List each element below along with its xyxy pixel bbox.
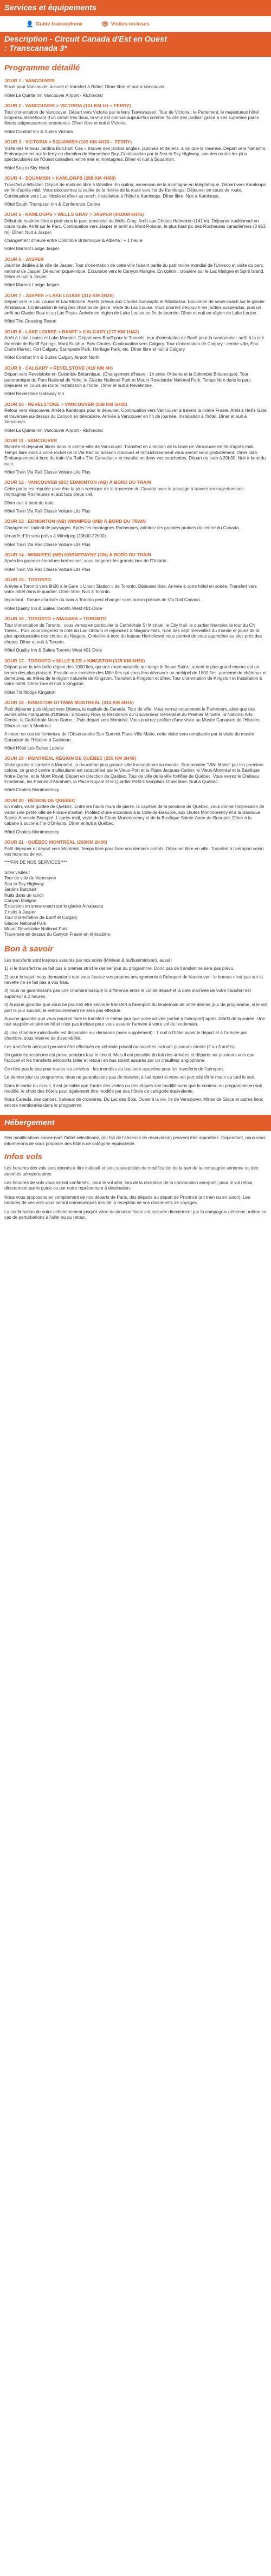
good-to-know-title: Bon à savoir — [4, 944, 54, 954]
site-item: Excursion en snow-coach sur le glacier Athabasca — [4, 904, 104, 909]
day-title: JOUR 20 - RÉGION DE QUÉBEC — [4, 797, 75, 803]
day-paragraph: Hôtel South Thompson Inn & Conference Centre — [4, 201, 100, 207]
day-paragraph: Retour vers Vancouver. Arrêt à Kamloops pour le déjeuner. Continuation vers Vancouver à travers la rivière Fraser. Arrêt à Hell's Gate et traversée au-dessus du Canyon en télécabine. Arrivée à Vancouver en fin de journée. Installation à l'hôtel. Dîner et nuit à Vancouver. — [4, 408, 267, 425]
day-block — [4, 577, 267, 612]
good-paragraph: 3) nous ne garantissons pas une chambre lorsque la différence entre le vol de départ et la date d'arrivée de votre transfert est supérieur à 2 heures. — [4, 988, 251, 999]
day-title: JOUR 9 - CALGARY > REVELSTOKE (410 KM 4H) — [4, 365, 113, 371]
visits-label: Visites incluses — [111, 21, 150, 27]
day-paragraph: Hôtel La Quinta Inn Vancouver Airport - Richmond — [4, 93, 103, 98]
description-bar — [0, 32, 271, 57]
day-paragraph: Début de matinée libre à pied vous le parc provincial de Wells Gray. Arrêt aux Chutes Helmcken (141 m). Déjeuner traditionnel en cours route. Arrêt sur le Parc. Continuation vers Jasper et arrêt au Mont Robson, le plus haut pic des Rocheuses canadiennes (3 953 m). Dîner. Nuit à Jasper. — [4, 218, 266, 235]
infos-paragraph: Les horaires des vols sont donnés à titre indicatif et sont susceptibles de modification de la part de la compagnie aérienne ou des autorités aéroportuaires. — [4, 1166, 259, 1177]
good-paragraph: Les transferts aéroport peuvent être effectués en véhicule privatif ou navettes incluant plusieurs clients (2 ou 3 arrêts). — [4, 1044, 236, 1049]
hebergement-content — [0, 1135, 271, 1147]
good-paragraph: Nous Canada, des canoës, bateaux de croisières, Du Lac des Bois, Ouest à la vie, Ile de Vancouver, Mines de Glace et autres lieux encore mentionnés dans le programme. — [4, 1097, 263, 1108]
day-paragraph: Hôtel Thriftlodge Kingston — [4, 689, 56, 695]
day-block — [4, 552, 267, 573]
day-paragraph: Un arrêt d'1h sera prévu à Winnipeg (20h00-22h00) — [4, 534, 106, 539]
day-paragraph: Tour d'orientation de Vancouver. Départ vers Victoria par le ferry Tsawwassen. Tour de Victoria : le Parlement, le majestueux hôtel Empress. Bénéficiant d'un climat très doux, la ville est connue aujourd'hui comme "la cité des jardins" grâce à ses superbes parcs fleuris soigneusement entretenus. Dîner libre et nuit à Victoria. — [4, 109, 259, 126]
good-paragraph: Dans le cadre du circuit, il est possible que l'ordre des visites ou des étapes soit modifié sans que le contenu du programme en soit modifié, le choix des hôtels peut également être modifié par des hôtels de catégorie équivalente. — [4, 1083, 262, 1094]
day-block — [4, 257, 267, 288]
day-paragraph: Hôtel Train Via Rail Classe Voiture-Lits Plus — [4, 542, 91, 547]
day-title: JOUR 1 - VANCOUVER — [4, 78, 55, 83]
day-title: JOUR 4 - SQUAMISH > KAMLOOPS (299 KM 4H00) — [4, 175, 116, 181]
day-title: JOUR 18 - KINGSTON OTTAWA MONTREAL (314 KM 4H15) — [4, 700, 134, 706]
day-title: JOUR 17 - TORONTO > MILLE ILES > KINGSTON (325 KM 3H50) — [4, 658, 145, 663]
day-paragraph: Hôtel The Crossing Resort — [4, 319, 57, 324]
day-block — [4, 658, 267, 695]
good-paragraph: 4) Une chambre individuelle est disponible sur demande (avec supplément) : 1 nuit à l'hôtel avant le départ et à l'arrivée par chambre, sous réserve de disponibilité. — [4, 1030, 247, 1041]
day-block — [4, 103, 267, 135]
day-block — [4, 365, 267, 397]
day-title: JOUR 21 - QUÉBEC MONTRÉAL (250KM 2H30) — [4, 839, 107, 845]
day-paragraph: Cette partie est réputée pour être la plus scénique de la traversée du Canada avec le passage à travers les majestueuses montagnes Rocheuses et aux lacs bleus ciel. — [4, 486, 244, 497]
day-paragraph: A noter: en cas de fermeture de l'Observatoire Sun Summit Place Ville Marie, cette visite sera remplacée par la visite du musée Canadien de l'Histoire à Gatineau. — [4, 732, 255, 742]
day-paragraph: Hôtel Marmot Lodge Jasper — [4, 282, 60, 288]
day-title: JOUR 13 - EDMONTON (AB) WINNIPEG (MB) À BORD DU TRAIN — [4, 518, 146, 524]
day-paragraph: Hôtel Marmot Lodge Jasper — [4, 246, 60, 252]
sites-list — [0, 870, 271, 938]
guide-label: Guide francophone — [35, 21, 83, 27]
day-title: JOUR 14 - WINNIPEG (MB) HORNEPAYNE (ON) À BORD DU TRAIN — [4, 552, 151, 557]
day-paragraph: Hôtel Train Via Rail Classe Voiture-Lits Plus — [4, 508, 91, 514]
site-item: Tour d'orientation de Banff et Calgary — [4, 915, 78, 921]
good-paragraph: Le dernier jour du programme, nous ne garantissons pas de transfert à l'aéroport si votre vol part très tôt le matin ou tard le soir. — [4, 1075, 255, 1080]
site-item: Jardins Butchart — [4, 887, 37, 892]
day-block — [4, 518, 267, 548]
day-paragraph: Arrêt à Lake Louise et Lake Moraine. Départ vers Banff pour le Tunnels, tour d'orientation de Banff pour la randonnée : arrêt à la cité thermale de Banff Springs, Mont Sulphur. Bow Chutes. Continuation vers Calgary. Tour d'orientation de Calgary : centre-ville, Eau Claire Market, Fort Calgary, Stampede Park, Heritage Park, etc. Dîner libre et nuit à Calgary. — [4, 336, 264, 352]
day-paragraph: Hôtel Comfort Inn & Suites Calgary Airport North — [4, 355, 100, 360]
day-paragraph: Hôtel La Quinta Inn Vancouver Airport - Richmond — [4, 428, 103, 433]
day-paragraph: Visite guidée à l'arrivée à Montréal, la deuxième plus grande ville francophone au monde. Surnommée "Ville Marie" par les premiers colons, ce grand centre multiculturel est caractérisé par le Vieux-Port et la Place Jacques-Cartier, le Vieux-Montréal et la Basilique Notre-Dame, et le Mont Royal. Départ en direction de Québec. Tour de ville de la ville fortifiée de Québec. Vous verrez le Château Frontenac, les Plaines d'Abraham, la Place Royale et le Quartier Petit-Champlain. Dîner libre. Nuit à Québec. — [4, 762, 264, 784]
day-block — [4, 139, 267, 171]
day-title: JOUR 12 - VANCOUVER (BC) EDMONTON (AB) À BORD DU TRAIN — [4, 479, 151, 485]
day-title: JOUR 3 - VICTORIA > SQUAMISH (102 KM 4H30 + FERRY) — [4, 139, 132, 145]
infos-paragraph: Nous vous proposons en complément de nos départs de Paris, des départs au départ de Province (en train ou en avion). Les horaires de ces vols vous seront communiqués lors de la réception de vos documents de voyages. — [4, 1194, 250, 1206]
day-title: JOUR 19 - MONTRÉAL RÉGION DE QUÉBEC (255 KM 3H40) — [4, 755, 136, 761]
day-paragraph: Hôtel Revelstoke Gateway Inn — [4, 391, 64, 397]
day-block — [4, 700, 267, 751]
good-paragraph: Aucune garantie que vous pourrez faire le transfert le même jour que votre arrivée (arrivé à l'aéroport) après 18h00 de la soirée. Une nuit supplémentaire en hôtel n'est pas incluse pour vous assurer l'arrivée à votre vol du lendemain. — [4, 1016, 265, 1027]
description-line2: : Transcanada 3* — [4, 44, 67, 53]
hebergement-paragraph: Des modifications concernant l'hôtel sélectionné, (du fait de l'absence de réservation) peuvent être apportées. Cependant, nous vous informerons de vous proposer des hôtels de catégorie équivalente. — [4, 1135, 266, 1146]
day-paragraph: Journée dédiée à la ville de Jasper. Tour d'orientation de cette ville faisant partie du patrimoine mondial de l'Unesco et visite du parc national de Jasper. Déjeuner pique-nique. Excursion vers le Canyon Maligne. En option : croisière sur le Lac Maligne et Spirit Island. Dîner et nuit à Jasper. — [4, 263, 264, 279]
site-item: Canyon Maligne — [4, 898, 37, 903]
day-paragraph: Hôtel Chalets Montmorency — [4, 829, 60, 834]
day-paragraph: Visite des fameux Jardins Butchart. Ces « trouver des jardins anglais, japonais et italiens, ainsi que la roseraie. Départ vers Nanaimo. Embarquement sur le ferry en direction de Horseshoe Bay. Continuation par la Sea to Sky Highway, une des routes les plus spectaculaires de l'Ouest canadien, entre mer et montagnes. Dîner et nuit à Squamish. — [4, 146, 267, 162]
day-paragraph: Important : l'heure d'arrivée du train à Toronto peut changer sans aucun préavis de Via Rail Canada. — [4, 597, 201, 603]
programme-content — [0, 78, 271, 866]
day-paragraph: Hôtel Hôtel Les Suites Labelle — [4, 745, 64, 751]
day-block — [4, 402, 267, 433]
good-paragraph: Ce n'est pas le cas pour toutes les arrivées - les montées au bus sont assurées pour les transferts de l'aéroport. — [4, 1066, 224, 1072]
day-paragraph: Départ vers le Lac Louise et Lac Moraine. Arrêts prévus aux Chutes Sunwapta et Athabasca. Excursion de snow-coach sur le glacier Athabasca. Continuation le long des champs de glace. Visite du Lac Louise. Vous pourrez découvrir les jardins suspendus, puis un arrêt au Glacier Bow et au Lac Peyto. Arrivée en région de Lake Louise en fin de journée. Dîner et nuit en région de Lake Louise. — [4, 299, 265, 316]
day-block — [4, 329, 267, 361]
day-block — [4, 78, 267, 98]
day-title: JOUR 2 - VANCOUVER > VICTORIA (101 KM 1H + FERRY) — [4, 103, 131, 109]
day-paragraph: Dîner nuit à bord du train. — [4, 500, 55, 505]
day-title: JOUR 16 - TORONTO > NIAGARA > TORONTO — [4, 616, 107, 622]
day-paragraph: Hôtel Comfort Inn & Suites Victoria — [4, 129, 73, 134]
day-paragraph: Hôtel Sea to Sky Hotel — [4, 165, 49, 170]
services-header-bar — [0, 0, 271, 16]
day-paragraph: Changement d'heure entre Colombie Britannique & Alberta : + 1 heure — [4, 238, 143, 243]
good-paragraph: 1) si le transfert ne se fait pas à premier strict le dernier jour du programme. Donc pas de transfert ne sera pas prévu. — [4, 966, 235, 971]
services-list — [0, 16, 271, 31]
programme-title: Programme détaillé — [4, 63, 80, 73]
day-block — [4, 293, 267, 325]
day-block — [4, 755, 267, 793]
site-item: Tour de ville de Vancouver — [4, 876, 56, 881]
day-block — [4, 212, 267, 252]
site-item: Glacier National Park — [4, 921, 47, 926]
day-title: JOUR 7 - JASPER > LAKE LOUISE (312 KM 3H25) — [4, 292, 114, 298]
day-title: JOUR 15 - TORONTO — [4, 577, 51, 583]
day-block — [4, 616, 267, 653]
site-item: Mount Revelstoke National Park — [4, 926, 68, 931]
day-title: JOUR 6 - JASPER — [4, 256, 44, 262]
day-title: JOUR 11 - VANCOUVER — [4, 437, 57, 443]
day-paragraph: Envol pour Vancouver, accueil et transfert à l'hôtel. Dîner libre et nuit à Vancouver. — [4, 84, 166, 90]
site-item: Traversée en dessus du Canyon Fraser en télécabine. — [4, 932, 112, 937]
day-paragraph: Hôtel Quality Inn & Suites Toronto West 401-Dixie — [4, 648, 102, 653]
services-title: Services et équipements — [4, 4, 97, 12]
day-block — [4, 479, 267, 514]
visits-tab — [101, 21, 150, 28]
hebergement-bar — [0, 1115, 271, 1131]
hebergement-title: Hébergement — [4, 1119, 55, 1128]
infos-paragraph: La confirmation de votre acheminement jusqu'à votre destination finale est assurée directement par la compagnie aérienne, même en cas de perturbations à l'aller ou au retour. — [4, 1209, 267, 1220]
description-line1: Description - Circuit Canada d'Est en Ouest — [4, 35, 167, 44]
good-to-know-content — [0, 958, 271, 1109]
good-paragraph: Les transferts sont toujours assurés par nos soins (Minivan & ou/bus/minivan), aussi : — [4, 957, 172, 963]
day-block — [4, 175, 267, 207]
day-paragraph: ****FIN DE NOS SERVICES**** — [4, 860, 67, 865]
day-paragraph: Départ vers Revelstoke en Colombie Britannique. (Changement d'heure : 1h entre l'Alberta et la Colombie Britannique). Tour panoramique du Parc National de Yoho, le Glacier National Park et Mount Revelstoke National Park. Temps libre dans le parc. Déjeuner en cours de route. Installation à l'hôtel. Dîner et nuit à Revelstoke. — [4, 372, 252, 389]
site-item: 2 nuits à Jasper — [4, 909, 36, 915]
site-item: Sea to Sky Highway — [4, 881, 44, 886]
day-paragraph: Hôtel Chalets Montmorency — [4, 787, 60, 793]
guide-icon: 👤 — [26, 21, 34, 28]
day-paragraph: Petit déjeuner puis départ vers Ottawa, la capitale du Canada. Tour de ville. Vous verrez notamment le Parlement, ainsi que des autres sites marquants d'Ottawa : Embassy Row, la Résidence du Gouverneur Général et du Premier Ministre, la National Arts Centre, la Cathédrale Notre-Dame... Puis départ vers Montréal. Vous pourrez profiter d'une visite au Musée Canadien de l'Histoire. Dîner et nuit à Montréal. — [4, 706, 261, 728]
day-title: JOUR 8 - LAKE LOUISE > BANFF > CALGARY (177 KM 1H42) — [4, 328, 139, 334]
day-paragraph: Départ pour la très belle région des 1000 Iles, qui une route naturelle qui longe le fleuve Saint-Laurent le plus grand encore est un terrain des plus plaisant. Ensuite une croisière des Mille Iles qui vous fera découvrir un archipel de 1800 îles, parsemé de châteaux et demeures, au milieu de la région naturelle de Kingston. Transfert à Kingston et dîner. Tour d'orientation de Kingston et Installation à votre hôtel. Dîner libre et nuit à Kingston. — [4, 665, 267, 687]
day-paragraph: Tour d'orientation de Toronto : vous verrez en particulier la Cathédrale St Michael, le City Hall, le quartier financier, la tour du CN Tower... Puis vous longerez la côte du Lac Ontario et rejoindrez à Niagara Falls, l'une des sept merveilles du monde et jouez de la plus spectaculaire des chutes du Niagara. Croisière à bord du bateau Hornblower vous permet de vous approcher au plus près des chutes. Dîner et nuit à Toronto. — [4, 622, 262, 645]
guide-tab — [26, 21, 83, 28]
infos-paragraph: Les horaires de vols vous seront confirmés : pour le vol aller, lors de la réception de la convocation aéroport ; pour le vol retour directement par le guide ou par notre représentant à destination. — [4, 1180, 253, 1191]
day-paragraph: Transfert à Whistler. Départ de matinée libre à Whistler. En option, ascension de la montagne en téléphérique. Départ vers Kamloops en fin d'après-midi. Vous découvrirez la vallée de la rivière de la route vers l'or de Kamloops. Déjeuner en cours de route. Continuation vers Lac Nicola et dîner au ranch. Installation à l'hôtel à Kamloops. Dîner libre. Nuit à Kamloops. — [4, 182, 266, 199]
day-paragraph: Hôtel Train Via Rail Classe Voiture-Lits Plus — [4, 567, 91, 572]
infos-vols-content — [0, 1166, 271, 1220]
day-paragraph: En matin, visite guidée de Québec. Entre les hauts murs de pierre, la capitale de la province de Québec, vous donne l'impression de visiter une petite ville de France d'antan. Profitez d'une excursion à la Côte-de-Beaupré, aux chutes Montmorency et à la Basilique Sainte-Anne-de-Beaupré. L'après-midi, visite de la Chute Montmorency et de la Basilique Sainte-Anne-de-Beaupré. Dîner à la cabane à sucre à l'île d'Orléans. Dîner et nuit à Québec. — [4, 804, 264, 826]
good-paragraph: Un guide francophone est prévu pendant tout le circuit. Mais il est possible du fait des arrivées et départs sur plusieurs vols que l'accueil et les transferts aéroports (aller et retour) en bus soient assurés par un chauffeur anglophone. — [4, 1053, 255, 1063]
day-block — [4, 839, 267, 866]
day-block — [4, 798, 267, 835]
day-title: JOUR 5 - KAMLOOPS > WELLS GRAY > JASPER (441KM 6H45) — [4, 212, 144, 218]
day-paragraph: Matinée et déjeuner libres dans le centre-ville de Vancouver. Transfert en direction de la Gare de Vancouver en fin d'après-midi. Temps libre alors à votre rocket de la Via Rail où boisson d'accueil et rafraîchissement vous seront servi gratuitement. Dîner libre. Embarquement à bord du train Via Rail « The Canadian » et installation dans vos couchettes. Départ du train à 20h30. Nuit à bord du train. — [4, 444, 266, 466]
visits-icon: 👁 — [101, 21, 109, 28]
day-paragraph: Hôtel Quality Inn & Suites Toronto West 401-Dixie — [4, 606, 102, 611]
good-paragraph: 2) pour le trajet, nous demandons que vous fassiez vos propres arrangements à l'aéroport de Vancouver : le bureau n'est pas sur la navette ne se fait pas à vos frais. — [4, 974, 263, 985]
sites-heading: Sites visités : — [4, 870, 30, 875]
day-paragraph: Arrivée à Toronto vers 9h30 à la Gare « Union Station » de Toronto. Déjeuner libre. Arrivée à votre hôtel en soirée. Transfert vers votre hôtel dans le quartier. Dîner libre. Nuit à Toronto. — [4, 583, 257, 595]
day-block — [4, 438, 267, 475]
infos-vols-title: Infos vols — [4, 1152, 43, 1162]
site-item: Nuits dans un ranch — [4, 892, 44, 898]
day-paragraph: Petit déjeuner et départ vers Montréal. Temps libre pour faire vos derniers achats. Déjeuner libre en ville. Transfert à l'aéroport selon vos horaires de vol. — [4, 846, 264, 857]
good-paragraph: 3) Aucune garantie que vous ne pourrez être servis le transfert à l'aéroport du lendemain de votre dernier jour de programme, si le vol part le jour suivant, le remboursement ne sera pas effectué. — [4, 1002, 267, 1013]
day-paragraph: Après les grandes étendues herbeuses, vous longerez les grands lacs de l'Ontario. — [4, 558, 168, 564]
day-paragraph: Hôtel Train Via Rail Classe Voiture-Lits Plus — [4, 469, 91, 475]
day-paragraph: Changement radical de paysages. Après les montagnes Rocheuses, admirez les grandes prairies du centre du Canada. — [4, 525, 240, 530]
day-title: JOUR 10 - REVELSTOKE > VANCOUVER (558 KM 5H30) — [4, 401, 127, 407]
